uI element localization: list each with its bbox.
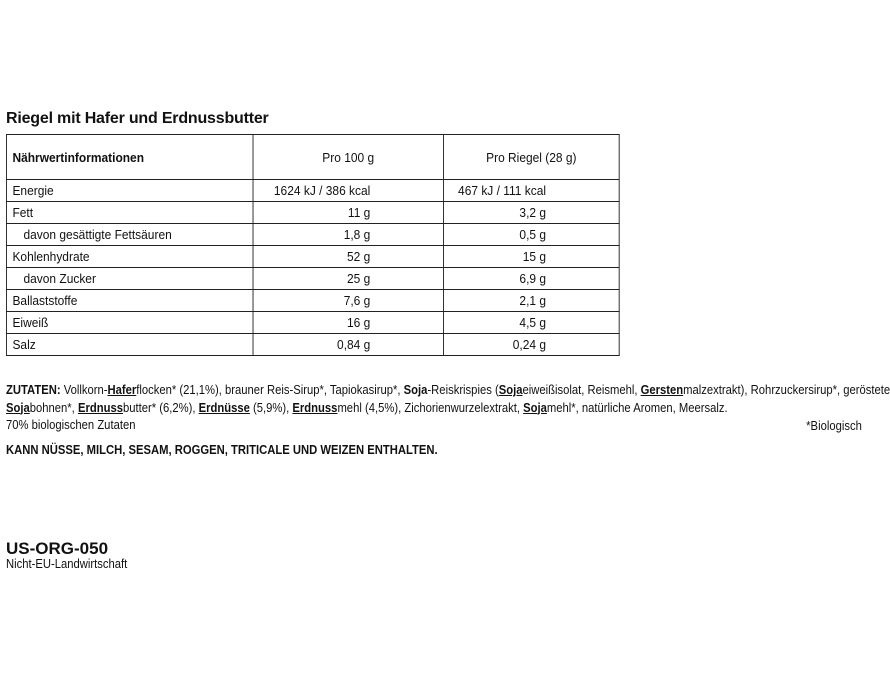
ingredient-text: bohnen*,: [29, 400, 78, 415]
table-row: [6, 202, 619, 224]
organic-footnote: *Biologisch: [806, 419, 862, 433]
row-perbar: 4,5 g: [443, 312, 619, 334]
row-per100: 0,84 g: [253, 334, 443, 356]
table-row: [6, 224, 619, 246]
row-perbar: 467 kJ / 111 kcal: [443, 180, 619, 202]
row-label: Kohlenhydrate: [6, 246, 253, 268]
row-perbar: 6,9 g: [443, 268, 619, 290]
allergen-warning: KANN NÜSSE, MILCH, SESAM, ROGGEN, TRITICALE UND WEIZEN ENTHALTEN.: [6, 443, 438, 457]
nutrition-table: [6, 134, 620, 356]
row-perbar: 0,5 g: [443, 224, 619, 246]
row-per100: 52 g: [253, 246, 443, 268]
row-per100: 7,6 g: [253, 290, 443, 312]
header-nutrition-info: Nährwertinformationen: [6, 135, 253, 180]
table-row: [6, 180, 619, 202]
row-label: Salz: [6, 334, 253, 356]
allergen-oats: Hafer: [107, 383, 137, 397]
table-header-row: [6, 135, 619, 180]
row-per100: 11 g: [253, 202, 443, 224]
ingredients-line-1: [6, 382, 890, 400]
table-row: [6, 312, 619, 334]
allergen-soy: Soja: [523, 400, 547, 415]
allergen-soy: Soja: [6, 400, 30, 415]
ingredient-text: mehl (4,5%), Zichorienwurzelextrakt,: [337, 400, 524, 415]
row-label: Energie: [6, 180, 253, 202]
ingredients-block: [6, 382, 890, 435]
allergen-peanut: Erdnuss: [292, 400, 338, 415]
allergen-peanuts: Erdnüsse: [198, 400, 250, 415]
row-per100: 16 g: [253, 312, 443, 334]
header-per-bar: Pro Riegel (28 g): [443, 135, 619, 180]
allergen-barley: Gersten: [640, 383, 684, 397]
table-row: [6, 268, 619, 290]
ingredient-text: (5,9%),: [249, 400, 293, 415]
table-row: [6, 290, 619, 312]
row-perbar: 15 g: [443, 246, 619, 268]
header-per-100g: Pro 100 g: [253, 135, 443, 180]
row-label: davon gesättigte Fettsäuren: [6, 224, 253, 246]
ingredient-text: eiweißisolat, Reismehl,: [522, 383, 641, 397]
row-label: Ballaststoffe: [6, 290, 253, 312]
allergen-soy: Soja: [403, 383, 428, 397]
ingredient-text: butter* (6,2%),: [122, 400, 199, 415]
ingredients-label: ZUTATEN:: [6, 383, 61, 397]
product-title: Riegel mit Hafer und Erdnussbutter: [6, 110, 269, 127]
row-label: Fett: [6, 202, 253, 224]
row-label: davon Zucker: [6, 268, 253, 290]
row-per100: 25 g: [253, 268, 443, 290]
table-row: [6, 246, 619, 268]
ingredient-text: -Reiskrispies (: [427, 383, 499, 397]
row-per100: 1,8 g: [253, 224, 443, 246]
agriculture-origin: Nicht-EU-Landwirtschaft: [6, 557, 128, 571]
row-perbar: 3,2 g: [443, 202, 619, 224]
organic-share: 70% biologischen Zutaten: [6, 418, 136, 432]
allergen-peanut: Erdnuss: [77, 400, 123, 415]
organic-certification-code: US-ORG-050: [6, 539, 109, 558]
ingredient-text: malzextrakt), Rohrzuckersirup*, geröstete: [683, 383, 890, 397]
ingredients-line-2: [6, 400, 816, 418]
row-per100: 1624 kJ / 386 kcal: [253, 180, 443, 202]
row-perbar: 2,1 g: [443, 290, 619, 312]
row-perbar: 0,24 g: [443, 334, 619, 356]
allergen-soy: Soja: [498, 383, 523, 397]
ingredient-text: Vollkorn-: [60, 383, 108, 397]
row-label: Eiweiß: [6, 312, 253, 334]
table-row: [6, 334, 619, 356]
ingredient-text: flocken* (21,1%), brauner Reis-Sirup*, Tapiokasirup*,: [136, 383, 404, 397]
ingredient-text: mehl*, natürliche Aromen, Meersalz.: [546, 400, 728, 415]
